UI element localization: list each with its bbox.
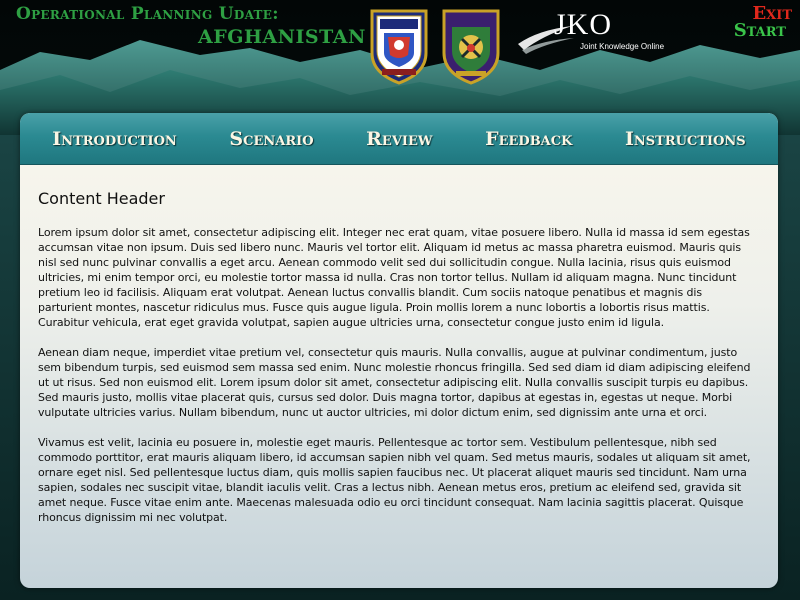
tab-feedback[interactable]: Feedback [485,127,573,150]
content-body [38,189,756,540]
content-header: Content Header [38,189,165,208]
tab-review[interactable]: Review [366,127,433,150]
jko-logo-subtitle: Joint Knowledge Online [580,42,665,51]
exit-button[interactable]: Exit [752,3,792,24]
tab-scenario[interactable]: Scenario [229,127,314,150]
jko-logo [514,6,684,54]
united-states-joint-forces-command-seal [368,7,430,85]
content-panel [20,113,778,588]
start-button[interactable]: Start [733,20,786,41]
content-paragraph-3: Vivamus est velit, lacinia eu posuere in, molestie eget mauris. Pellentesque ac tortor sem. Vestibulum pellentesque, nibh sed commodo porttitor, erat mauris aliquam libero, id accumsan sapien nibh vel quam. Sed metus mauris, sodales ut aliquam sit amet, ornare eget nisl. Sed pellentesque luctus diam, quis mollis sapien faucibus nec. Ut placerat aliquet mauris sed tincidunt. Nam urna sapien, sodales nec suscipit vitae, blandit iaculis velit. Cras a lectus nibh. Aenean metus eros, pretium ac eleifend sed, gravida sit amet neque. Fusce vitae enim ante. Maecenas malesuada odio eu orci tincidunt consequat. Nam lacinia sagittis placerat. Quisque rhoncus dignissim mi nec volutpat. [38,436,751,524]
page-title-line-2: AFGHANISTAN [198,26,366,48]
tab-instructions[interactable]: Instructions [625,127,746,150]
joint-warfighting-center-seal [440,7,502,85]
content-paragraph-1: Lorem ipsum dolor sit amet, consectetur adipiscing elit. Integer nec erat quam, vitae posuere libero. Nulla id massa id sem egestas accumsan vitae non ipsum. Duis sed libero nunc. Mauris vel tortor elit. Aliquam id metus ac massa pharetra euismod. Mauris quis nisl sed nunc pulvinar convallis a eget arcu. Aenean commodo velit sed dui sollicitudin congue. Nulla lacinia, risus quis euismod ultricies, mi enim tempor orci, eu molestie tortor massa id nulla. Cras non tortor tellus. Nullam id aliquam magna. Nunc tincidunt pretium leo id facilisis. Aliquam erat volutpat. Aenean luctus convallis blandit. Cum sociis natoque penatibus et magnis dis parturient montes, nascetur ridiculus mus. Fusce quis augue ligula. Proin mollis lorem a nunc lobortis a lobortis risus mattis. Curabitur vehicula, erat eget gravida volutpat, sapien augue ultricies urna, consectetur congue justo enim id ligula. [38,226,750,329]
content-paragraph-2: Aenean diam neque, imperdiet vitae pretium vel, consectetur quis mauris. Nulla convallis, augue at pulvinar condimentum, justo sem bibendum turpis, sed euismod sem massa sed enim. Nunc molestie rhoncus fringilla. Sed sed diam id diam adipiscing eleifend ut ut risus. Sed non euismod elit. Lorem ipsum dolor sit amet, consectetur adipiscing elit. Nulla convallis suscipit turpis eu dapibus. Sed mauris justo, mollis vitae placerat quis, cursus sed dolor. Duis magna tortor, dapibus at egestas in, egestas ut neque. Morbi vulputate ultricies varius. Nullam bibendum, nunc ut auctor ultricies, mi dolor dictum enim, sed dignissim ante urna et orci. [38,346,751,419]
main-nav [20,113,778,165]
page-title-line-1: Operational Planning Udate: [16,4,279,24]
jko-logo-letters: JKO [554,8,613,41]
tab-introduction[interactable]: Introduction [52,127,177,150]
